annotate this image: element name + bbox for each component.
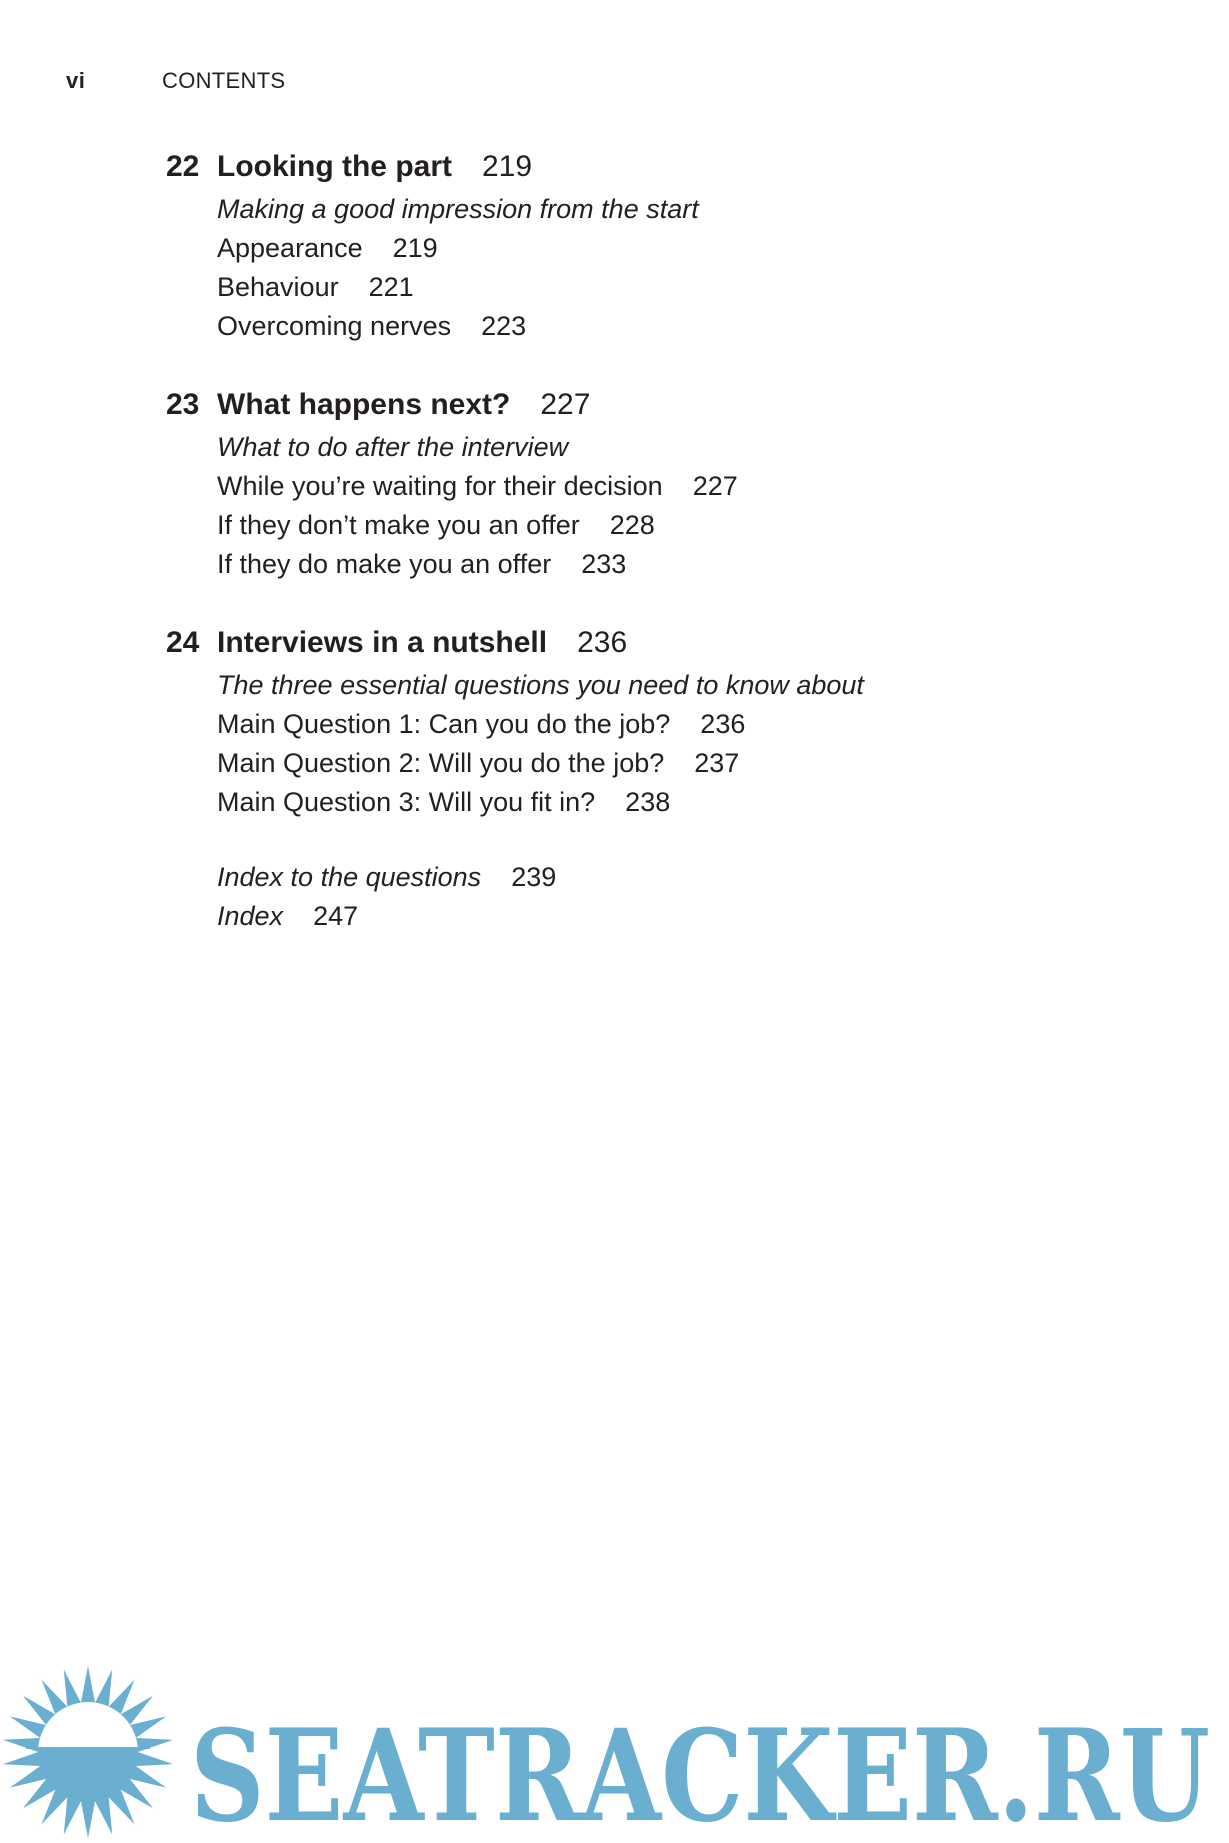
sun-burst-icon	[0, 1662, 177, 1842]
chapter-title: What happens next?	[217, 388, 511, 421]
toc-entry[interactable]	[217, 268, 1166, 307]
chapter-heading[interactable]	[166, 382, 1166, 428]
toc-entry-label: Main Question 3: Will you fit in?	[217, 787, 596, 817]
chapter-subtitle: The three essential questions you need to know about	[217, 670, 864, 700]
page-folio: vi	[66, 68, 86, 93]
toc-entry-index-to-questions[interactable]	[217, 858, 1166, 897]
running-head-title: CONTENTS	[162, 68, 286, 93]
toc-entry[interactable]	[217, 506, 1166, 545]
toc-entry-label: Index	[217, 901, 284, 931]
toc-entry-label: If they don’t make you an offer	[217, 510, 580, 540]
chapter-subtitle: What to do after the interview	[217, 432, 569, 462]
toc-entry-label: Overcoming nerves	[217, 311, 452, 341]
toc-entry-page: 227	[692, 471, 738, 501]
toc-entry[interactable]	[217, 705, 1166, 744]
toc-entry-label: Main Question 1: Can you do the job?	[217, 709, 671, 739]
chapter-number: 24	[166, 626, 200, 659]
toc-entry-label: Index to the questions	[217, 862, 482, 892]
chapter-heading[interactable]	[166, 620, 1166, 666]
chapter-entries	[166, 190, 1166, 346]
toc-entry[interactable]	[217, 307, 1166, 346]
toc-chapter-22	[166, 144, 1166, 346]
chapter-page-number: 219	[482, 150, 533, 183]
toc-entry-page: 238	[625, 787, 671, 817]
toc-back-matter	[166, 858, 1166, 936]
toc-entry[interactable]	[217, 783, 1166, 822]
toc-entry-page: 221	[368, 272, 414, 302]
toc-entry[interactable]	[217, 229, 1166, 268]
chapter-page-number: 236	[577, 626, 628, 659]
chapter-entries	[166, 428, 1166, 584]
toc-entry-label: Appearance	[217, 233, 363, 263]
chapter-title: Looking the part	[217, 150, 452, 183]
toc-entry-label: While you’re waiting for their decision	[217, 471, 663, 501]
chapter-entries	[166, 666, 1166, 822]
chapter-number: 22	[166, 150, 200, 183]
chapter-title: Interviews in a nutshell	[217, 626, 548, 659]
toc-entry-page: 223	[481, 311, 527, 341]
toc-chapter-23	[166, 382, 1166, 584]
toc-entry-page: 239	[511, 862, 557, 892]
toc-entry-page: 236	[700, 709, 746, 739]
watermark	[0, 1660, 1229, 1843]
toc-entry-page: 219	[392, 233, 438, 263]
toc-entry[interactable]	[217, 744, 1166, 783]
toc-entry-page: 247	[313, 901, 359, 931]
toc-entry[interactable]	[217, 467, 1166, 506]
watermark-text: SEATRACKER.RU	[190, 1702, 1210, 1843]
chapter-subtitle: Making a good impression from the start	[217, 194, 699, 224]
chapter-page-number: 227	[540, 388, 591, 421]
toc-entry-page: 228	[609, 510, 655, 540]
toc-entry-label: Behaviour	[217, 272, 339, 302]
toc-entry-label: If they do make you an offer	[217, 549, 552, 579]
toc-entry-label: Main Question 2: Will you do the job?	[217, 748, 665, 778]
toc-entry-page: 237	[694, 748, 740, 778]
table-of-contents	[166, 144, 1166, 936]
toc-entry-page: 233	[581, 549, 627, 579]
toc-entry-index[interactable]	[217, 897, 1166, 936]
chapter-heading[interactable]	[166, 144, 1166, 190]
chapter-number: 23	[166, 388, 200, 421]
toc-entry[interactable]	[217, 545, 1166, 584]
toc-chapter-24	[166, 620, 1166, 822]
